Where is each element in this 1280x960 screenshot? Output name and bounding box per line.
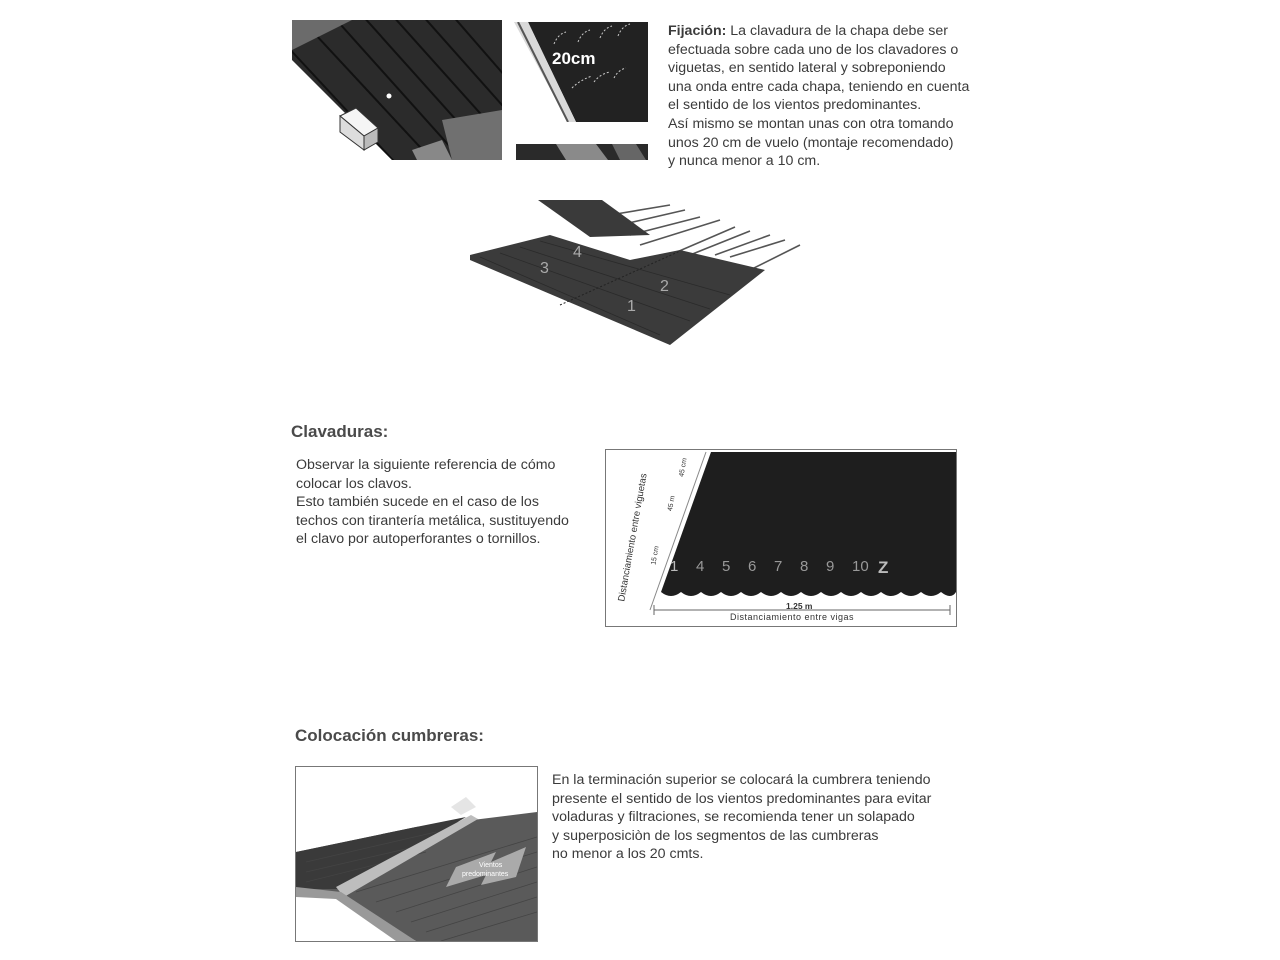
sheet-number-2: 2 xyxy=(660,278,669,295)
cumbreras-paragraph: En la terminación superior se colocará la cumbrera teniendo presente el sentido de los vientos predominantes para evitar voladuras y filtraciones, se recomienda tener un solapado y superposiciòn de los segmentos de las cumbreras no menor a los 20 cmts. xyxy=(552,772,932,863)
nail-number: 10 xyxy=(852,558,869,575)
roof-tiles-photo xyxy=(292,20,502,160)
fijacion-text: La clavadura de la chapa debe ser efectuada sobre cada uno de los clavadores o viguetas, en sentido lateral y sobreponiendo una onda entre cada chapa, teniendo en cuenta el sentido de los vientos predominantes. Así mismo se montan unas con otra tomando unos 20 cm de vuelo (montaje recomendado) y nunca menor a 10 cm. xyxy=(668,23,970,170)
spacing-label-middle: 45 m xyxy=(666,495,677,512)
wind-arrow-label-1: Vientos xyxy=(479,862,503,869)
nail-number-row xyxy=(670,558,904,578)
nail-marker xyxy=(387,94,392,99)
overlap-strip-photo xyxy=(516,144,648,160)
nailing-reference-diagram xyxy=(605,449,957,627)
nail-number: 7 xyxy=(774,558,783,575)
clavaduras-heading: Clavaduras: xyxy=(291,422,389,441)
sheet-number-3: 3 xyxy=(540,260,549,277)
sheet-number-1: 1 xyxy=(627,298,636,315)
nail-number: 4 xyxy=(696,558,705,575)
fijacion-label: Fijación: xyxy=(668,23,727,39)
sheet-overlap-diagram xyxy=(460,195,805,355)
vertical-spacing-label: Distanciamiento entre viguetas xyxy=(616,472,650,603)
spacing-label-bottom: 15 cm xyxy=(650,545,661,566)
nail-number: Z xyxy=(878,558,889,577)
nail-number: 9 xyxy=(826,558,835,575)
clavaduras-paragraph: Observar la siguiente referencia de cómo colocar los clavos. Esto también sucede en el caso de los techos con tirantería metálica, sustituyendo el clavo por autoperforantes o tornillos. xyxy=(296,457,569,548)
sheet-number-4: 4 xyxy=(573,244,582,261)
ridge-cap-photo xyxy=(295,766,538,942)
spacing-label-top: 45 cm xyxy=(678,457,689,478)
nail-number: 6 xyxy=(748,558,757,575)
nail-number: 5 xyxy=(722,558,731,575)
cumbreras-heading: Colocación cumbreras: xyxy=(295,726,484,745)
nail-number: 1 xyxy=(670,558,679,575)
horizontal-spacing-label: Distanciamiento entre vigas xyxy=(730,612,855,622)
wind-arrow-label-2: predominantes xyxy=(462,871,509,878)
nail-number: 8 xyxy=(800,558,809,575)
overlap-20cm-photo xyxy=(514,22,648,122)
fijacion-paragraph xyxy=(668,22,998,171)
overlap-label: 20cm xyxy=(552,49,596,68)
width-label: 1.25 m xyxy=(786,601,813,611)
